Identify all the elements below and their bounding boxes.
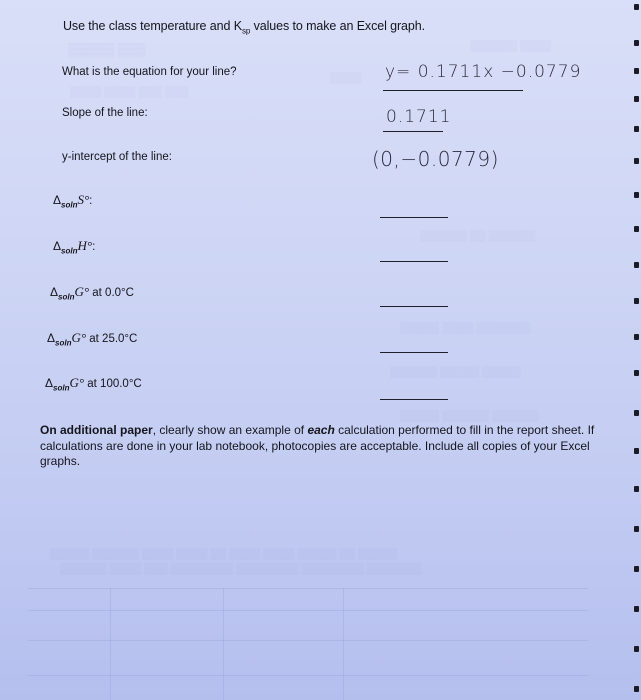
bleed-through-text: ▒▒▒▒▒▒ ▒▒ ▒▒▒▒▒▒ <box>420 230 536 242</box>
delta-soln-g-0c-label <box>50 284 134 301</box>
equation-answer: y= 0.1711x −0.0779 <box>385 62 582 82</box>
instruction-prefix: Use the class temperature and K <box>63 19 242 33</box>
soln-subscript: soln <box>53 383 70 393</box>
soln-subscript: soln <box>61 246 78 256</box>
bleed-through-text: ▒▒▒▒▒▒ ▒▒▒▒ ▒▒▒ ▒▒▒▒▒▒▒▒ ▒▒▒▒▒▒▒▒ ▒▒▒▒▒▒▒▒ ▒▒▒▒▒▒▒ <box>60 563 422 575</box>
soln-subscript: soln <box>55 338 72 348</box>
colon: : <box>92 241 96 253</box>
delta-soln-g-25c-label <box>47 330 137 347</box>
bleed-through-text: ▒▒▒▒▒ ▒▒▒▒ ▒▒▒▒▒▒▒ <box>400 322 531 334</box>
bleed-through-table <box>28 580 598 700</box>
colon: : <box>89 195 93 207</box>
at-text: at <box>84 378 101 390</box>
instruction-text <box>63 19 425 36</box>
temperature-25c: 25.0°C <box>102 333 138 345</box>
slope-answer-line <box>383 131 443 132</box>
instruction-part: , clearly show an example of <box>152 423 308 437</box>
instruction-part: calculation performed to fill in the report sheet. If calculations are done in your lab notebook, photocopies are acceptable. Include all copies of your Excel graphs. <box>40 423 595 468</box>
delta-soln-h-answer-line <box>380 261 448 262</box>
bleed-through-text: ▒▒▒▒▒ ▒▒▒▒▒▒ ▒▒▒▒ ▒▒▒▒ ▒▒ ▒▒▒▒ ▒▒▒▒ ▒▒▒▒▒ ▒▒ ▒▒▒▒▒ <box>50 548 398 560</box>
equation-question: What is the equation for your line? <box>62 66 237 78</box>
delta-symbol: Δ <box>50 285 59 299</box>
entropy-symbol: S° <box>77 192 90 207</box>
intercept-question: y-intercept of the line: <box>62 151 172 163</box>
delta-soln-g-25c-answer-line <box>380 352 448 353</box>
additional-paper-emphasis: On additional paper <box>40 423 153 437</box>
temperature-100c: 100.0°C <box>100 378 142 390</box>
delta-soln-h-label <box>53 238 95 255</box>
intercept-answer: (0,−0.0779) <box>372 147 499 171</box>
soln-subscript: soln <box>61 200 78 210</box>
gibbs-symbol: G° <box>71 330 87 345</box>
soln-subscript: soln <box>58 292 75 302</box>
delta-soln-s-answer-line <box>380 217 448 218</box>
bleed-through-text: ▒▒▒▒ <box>330 72 362 84</box>
equation-answer-line <box>383 90 523 91</box>
slope-question: Slope of the line: <box>62 107 148 119</box>
bleed-through-text: ▒▒▒▒▒▒ ▒▒▒▒ <box>470 40 551 52</box>
delta-symbol: Δ <box>45 376 54 390</box>
delta-soln-g-100c-answer-line <box>380 399 448 400</box>
binder-holes-edge <box>631 0 641 700</box>
bleed-through-text: ▒▒▒▒▒ ▒▒▒ <box>68 42 146 57</box>
bleed-through-text: ▒▒▒▒ ▒▒▒▒ ▒▒▒ ▒▒▒ <box>70 86 189 98</box>
ksp-subscript: sp <box>241 26 251 36</box>
bleed-through-text: ▒▒▒▒▒ ▒▒▒▒▒▒ ▒▒▒▒▒▒ <box>400 410 539 422</box>
delta-soln-g-100c-label <box>45 375 142 392</box>
delta-soln-g-0c-answer-line <box>380 306 448 307</box>
additional-paper-instructions <box>40 423 600 470</box>
at-text: at <box>86 333 103 345</box>
gibbs-symbol: G° <box>69 375 85 390</box>
delta-symbol: Δ <box>47 331 56 345</box>
at-text: at <box>89 287 106 299</box>
delta-symbol: Δ <box>53 193 62 207</box>
delta-soln-s-label <box>53 192 92 209</box>
temperature-0c: 0.0°C <box>105 287 134 299</box>
slope-answer: 0.1711 <box>386 107 452 127</box>
gibbs-symbol: G° <box>74 284 90 299</box>
delta-symbol: Δ <box>53 239 62 253</box>
each-emphasis: each <box>307 423 335 437</box>
bleed-through-text: ▒▒▒▒▒▒ ▒▒▒▒▒ ▒▒▒▒▒ <box>390 366 521 378</box>
enthalpy-symbol: H° <box>77 238 93 253</box>
instruction-suffix: values to make an Excel graph. <box>250 19 425 33</box>
